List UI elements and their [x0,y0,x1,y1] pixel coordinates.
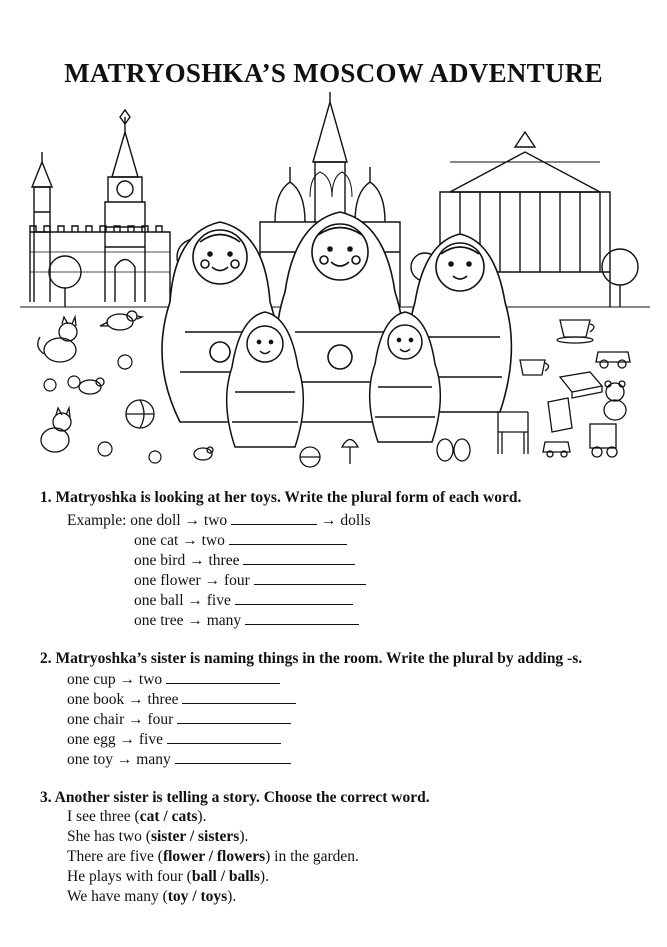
q2-item [67,729,281,749]
sentence-text: He plays with four ( [67,868,192,885]
sentence-text: She has two ( [67,828,151,845]
word-choice[interactable]: cat / cats [139,808,198,825]
ball-icon [126,400,154,428]
example-line [67,510,371,530]
q3-sentence [67,888,236,906]
q1-item-text: one ball → five [134,592,231,609]
sentence-text: ). [239,828,249,845]
page-title: MATRYOSHKA’S MOSCOW ADVENTURE [64,58,603,88]
example-answer: → dolls [321,512,371,529]
q2-item-text: one chair → four [67,711,174,728]
eggs-icon [437,439,470,461]
bird-icon [100,311,142,330]
sentence-text: ). [259,868,269,885]
answer-blank[interactable] [243,550,355,565]
answer-blank[interactable] [245,610,359,625]
sentence-text: ) in the garden. [265,848,359,865]
question-3-heading: 3. Another sister is telling a story. Choose the correct word. [40,789,430,806]
sentence-text: ). [197,808,207,825]
q3-sentence [67,808,206,826]
bird-icon-2 [79,378,104,394]
q2-item [67,689,296,709]
q2-item-text: one cup → two [67,671,163,688]
ball-icon-2 [300,447,320,467]
q2-item-text: one book → three [67,691,179,708]
cup-icon [557,320,594,343]
q1-item [134,590,353,610]
q3-sentence [67,848,359,866]
sentence-text: There are five ( [67,848,163,865]
answer-blank[interactable] [229,530,347,545]
sentence-text: We have many ( [67,888,168,905]
book-icon [560,372,602,398]
example-blank[interactable] [231,510,317,525]
answer-blank[interactable] [177,709,291,724]
spasskaya-tower [105,110,145,302]
cat-icon-2 [41,408,71,452]
word-choice[interactable]: flower / flowers [162,848,266,865]
matryoshka-moscow-illustration [20,92,650,472]
q1-item-text: one bird → three [134,552,240,569]
q1-item-text: one tree → many [134,612,242,629]
cat-icon [38,317,77,362]
example-prefix: Example: one doll → two [67,512,228,529]
sentence-text: I see three ( [67,808,140,825]
q1-item [134,530,347,550]
q2-item [67,709,291,729]
q1-item [134,610,359,630]
kremlin-tower-small [32,152,52,302]
q2-item-text: one egg → five [67,731,163,748]
question-1-heading: 1. Matryoshka is looking at her toys. Write the plural form of each word. [40,489,522,506]
answer-blank[interactable] [175,749,291,764]
answer-blank[interactable] [235,590,353,605]
teddy-bear-icon [604,381,626,420]
word-choice[interactable]: ball / balls [191,868,260,885]
q1-item [134,570,366,590]
toy-robot-icon [590,424,617,457]
q2-item [67,749,291,769]
sentence-text: ). [227,888,237,905]
answer-blank[interactable] [254,570,366,585]
q1-item [134,550,355,570]
book-icon-2 [548,398,572,432]
word-choice[interactable]: toy / toys [167,888,228,905]
answer-blank[interactable] [166,669,280,684]
q3-sentence [67,828,248,846]
q1-item-text: one flower → four [134,572,250,589]
q1-item-text: one cat → two [134,532,225,549]
answer-blank[interactable] [167,729,281,744]
q3-sentence [67,868,269,886]
bird-icon-3 [194,447,213,460]
q2-item [67,669,280,689]
question-2-heading: 2. Matryoshka’s sister is naming things in the room. Write the plural by adding -s. [40,650,583,667]
toy-car-icon-2 [543,442,570,457]
answer-blank[interactable] [182,689,296,704]
tulip-icon [342,440,358,465]
chair-icon [498,412,528,454]
word-choice[interactable]: sister / sisters [150,828,240,845]
q2-item-text: one toy → many [67,751,171,768]
toy-car-icon [596,352,630,368]
cup-icon-2 [520,360,549,375]
